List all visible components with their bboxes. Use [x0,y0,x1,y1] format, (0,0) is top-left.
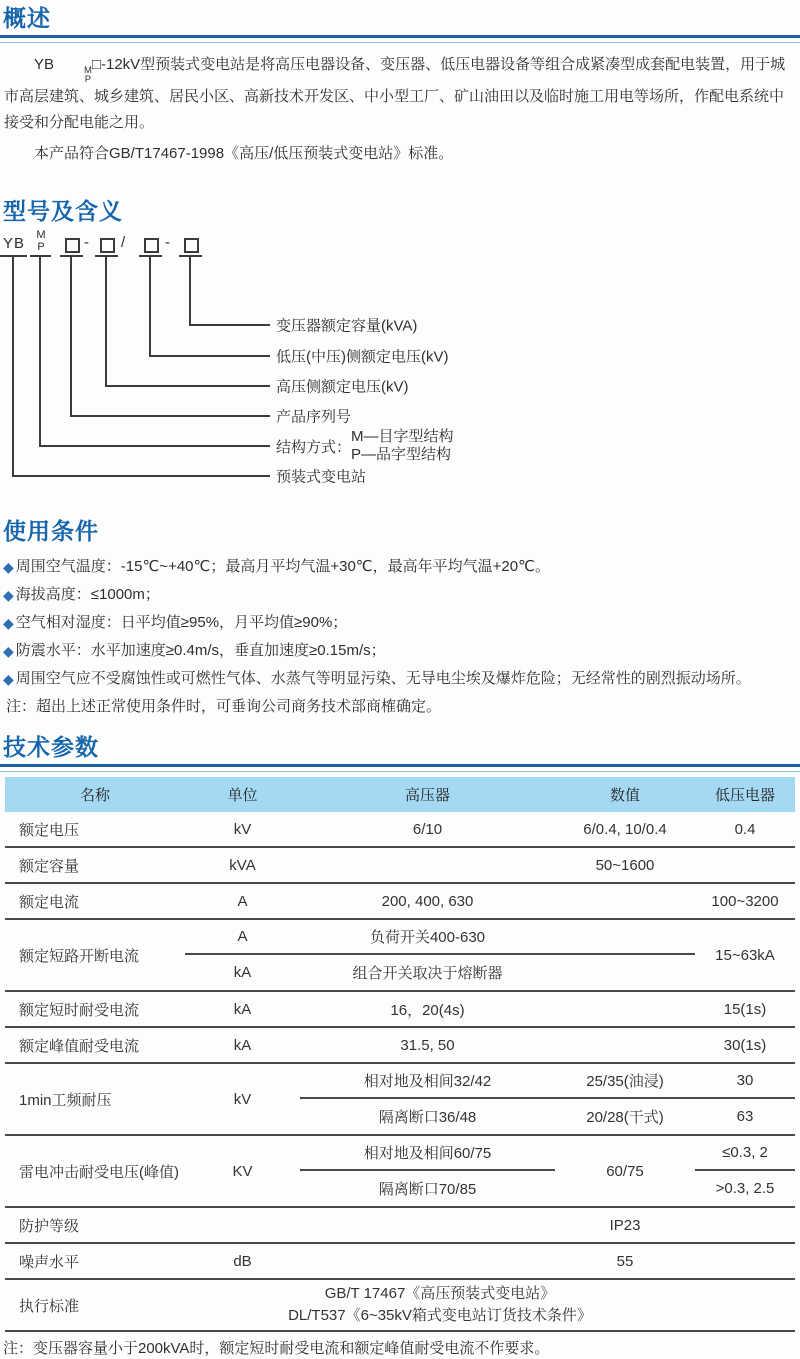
diamond-bullet-icon: ◆ [3,643,14,659]
model-code-dash: - [84,234,89,251]
table-cell-name: 额定短时耐受电流 [19,1001,140,1019]
table-cell-hv: 相对地及相间32/42 [300,1064,555,1099]
table-cell-value [555,1028,695,1062]
table-cell-hv: 隔离断口70/85 [378,1181,477,1198]
table-cell-lv: 30 [695,1064,795,1099]
model-code-box-lv [144,238,159,253]
table-cell-value: IP23 [609,1216,641,1234]
table-cell-unit [185,1208,300,1242]
usage-item [3,637,797,665]
usage-item [3,665,797,693]
model-code-structure-letters [30,229,52,253]
table-header-cell: 名称 [79,787,110,804]
underline-bar [0,255,27,257]
usage-item-text: 空气相对湿度：日平均值≥95%，月平均值≥90%； [15,614,348,631]
table-row [5,1280,795,1332]
section-title-model: 型号及含义 [3,198,123,224]
table-cell-lv [695,1244,795,1278]
title-rule-dark [0,764,800,767]
model-code-dash: - [165,234,170,251]
table-row [5,1136,795,1208]
table-cell-unit: A [185,920,300,955]
table-cell-unit: kA [233,964,252,981]
table-cell-name: 额定电压 [19,821,80,839]
usage-item-text: 防震水平：水平加速度≥0.4m/s，垂直加速度≥0.15m/s； [15,642,386,659]
table-cell-value: 60/75 [606,1162,644,1180]
table-cell-hv [300,1208,555,1242]
structure-letter-p: P [37,241,45,253]
overview-paragraph-1-body: □-12kV型预装式变电站是将高压电器设备、变压器、低压电器设备等组合成紧凑型成套配电装置，用于城市高层建筑、城乡建筑、居民小区、高新技术开发区、中小型工厂、矿山油田以及临时施工用电等场所，作配电系统中接受和分配电能之用。 [4,56,786,131]
diamond-bullet-icon: ◆ [3,671,14,687]
table-cell-name: 雷电冲击耐受电压(峰值) [19,1163,179,1181]
underline-bar [95,255,118,257]
table-cell-name: 噪声水平 [19,1253,80,1271]
model-label-station: 预装式变电站 [276,468,367,486]
usage-item [3,609,797,637]
usage-list [0,553,800,721]
section-model [0,193,800,491]
model-label-capacity: 变压器额定容量(kVA) [276,317,418,335]
table-cell-value [555,884,695,918]
table-cell-name: 额定短路开断电流 [19,947,140,965]
table-cell-line: GB/T 17467《高压预装式变电站》 [324,1285,556,1302]
table-cell-line: DL/T537《6~35kV箱式变电站订货技术条件》 [288,1307,592,1324]
table-cell-value [555,992,695,1026]
table-row [5,1064,795,1136]
title-rule-light [0,771,800,772]
table-cell-unit: A [237,892,248,910]
title-rule-dark [0,35,800,38]
table-row [5,992,795,1028]
model-structure-letters [54,66,92,84]
model-label-lv-voltage: 低压(中压)侧额定电压(kV) [276,348,449,366]
table-cell-name: 防护等级 [19,1217,80,1235]
table-header-cell: 数值 [609,787,640,804]
table-cell-lv: 63 [736,1108,754,1125]
underline-bar [139,255,162,257]
model-code-box-hv [100,238,115,253]
structure-options [351,428,454,464]
table-cell-unit: dB [233,1252,252,1270]
table-cell-unit: kV [233,820,252,838]
table-cell-value [555,920,695,955]
table-cell-hv: 组合开关取决于熔断器 [352,965,503,982]
structure-option-m: M—目字型结构 [351,428,454,445]
section-overview [0,0,800,167]
usage-note: 注：超出上述正常使用条件时，可垂询公司商务技术部商榷确定。 [6,698,442,715]
underline-bar [60,255,83,257]
model-label-structure [276,428,454,464]
table-row [5,1028,795,1064]
structure-letter-m: M [84,65,92,76]
table-header-cell: 单位 [227,787,258,804]
table-note: 注：变压器容量小于200kVA时，额定短时耐受电流和额定峰值耐受电流不作要求。 [3,1340,550,1357]
table-cell-lv: 15(1s) [723,1000,767,1018]
model-code-prefix: YB [34,56,55,73]
table-cell-name: 执行标准 [19,1297,80,1315]
model-code-slash: / [121,234,126,251]
underline-bar [30,255,51,257]
table-cell-unit: kA [233,1000,252,1018]
overview-paragraph-2: 本产品符合GB/T17467-1998《高压/低压预装式变电站》标准。 [34,145,454,162]
table-cell-hv: 16，20(4s) [390,1001,465,1019]
usage-item-text: 周围空气应不受腐蚀性或可燃性气体、水蒸气等明显污染、无导电尘埃及爆炸危险；无经常性的剧烈振动场所。 [15,670,751,687]
table-cell-lv [695,1208,795,1242]
model-code-prefix: YB [3,235,26,252]
table-row [5,920,795,992]
table-cell-hv: 6/10 [412,820,443,838]
table-cell-hv: 相对地及相间60/75 [300,1136,555,1171]
table-cell-lv: 0.4 [734,820,756,838]
usage-item-text: 周围空气温度：-15℃~+40℃；最高月平均气温+30℃，最高年平均气温+20℃。 [15,558,550,575]
underline-bar [179,255,202,257]
table-row [5,1244,795,1280]
tech-params-table [5,777,795,1332]
table-cell-unit: kVA [229,856,256,874]
table-cell-value: 6/0.4, 10/0.4 [583,820,667,838]
table-cell-lv [695,848,795,882]
section-title-overview: 概述 [3,5,51,31]
model-label-serial: 产品序列号 [276,408,352,426]
title-rule-light [0,42,800,43]
table-cell-lv: 100~3200 [711,892,779,910]
table-cell-name: 额定容量 [19,857,80,875]
table-cell-lv: 30(1s) [723,1036,767,1054]
table-cell-value: 20/28(干式) [586,1109,664,1126]
structure-label: 结构方式： [276,438,352,456]
section-title-usage: 使用条件 [3,518,99,544]
structure-option-p: P—品字型结构 [351,446,452,463]
table-row [5,1208,795,1244]
overview-paragraph-1 [4,52,796,136]
table-cell-value: 55 [616,1252,634,1270]
table-cell-lv: >0.3, 2.5 [715,1180,775,1197]
table-row [5,884,795,920]
table-cell-value: 50~1600 [595,856,655,874]
diamond-bullet-icon: ◆ [3,615,14,631]
table-cell-hv: 负荷开关400-630 [300,920,555,955]
section-title-params: 技术参数 [3,734,99,760]
table-cell-hv [300,848,555,882]
structure-letter-m: M [36,229,46,241]
table-cell-name: 额定峰值耐受电流 [19,1037,140,1055]
table-header-cell: 高压器 [404,787,450,804]
table-cell-value: 25/35(油浸) [555,1064,695,1099]
section-usage [0,513,800,721]
usage-item [3,581,797,609]
model-code-box-serial [65,238,80,253]
table-header-cell: 低压电器 [714,787,775,804]
table-row [5,848,795,884]
table-cell-lv: ≤0.3, 2 [695,1136,795,1171]
usage-item-text: 海拔高度：≤1000m； [15,586,160,603]
table-cell-hv: 200, 400, 630 [381,892,474,910]
table-cell-hv: 31.5, 50 [400,1036,455,1054]
table-header-row [5,777,795,812]
section-params [0,729,800,1359]
structure-letter-p: P [84,74,92,85]
table-cell-hv: 隔离断口36/48 [378,1109,477,1126]
table-cell-lv: 15~63kA [715,946,775,964]
table-cell-unit: kA [233,1036,252,1054]
model-code-box-capacity [184,238,199,253]
diamond-bullet-icon: ◆ [3,587,14,603]
diamond-bullet-icon: ◆ [3,559,14,575]
table-cell-name: 1min工频耐压 [19,1091,112,1109]
model-label-hv-voltage: 高压侧额定电压(kV) [276,378,409,396]
table-cell-unit: KV [232,1162,253,1180]
model-diagram [0,229,800,491]
table-row [5,812,795,848]
table-cell-unit: kV [233,1090,252,1108]
usage-item [3,553,797,581]
table-cell-hv [300,1244,555,1278]
table-cell-name: 额定电流 [19,893,80,911]
